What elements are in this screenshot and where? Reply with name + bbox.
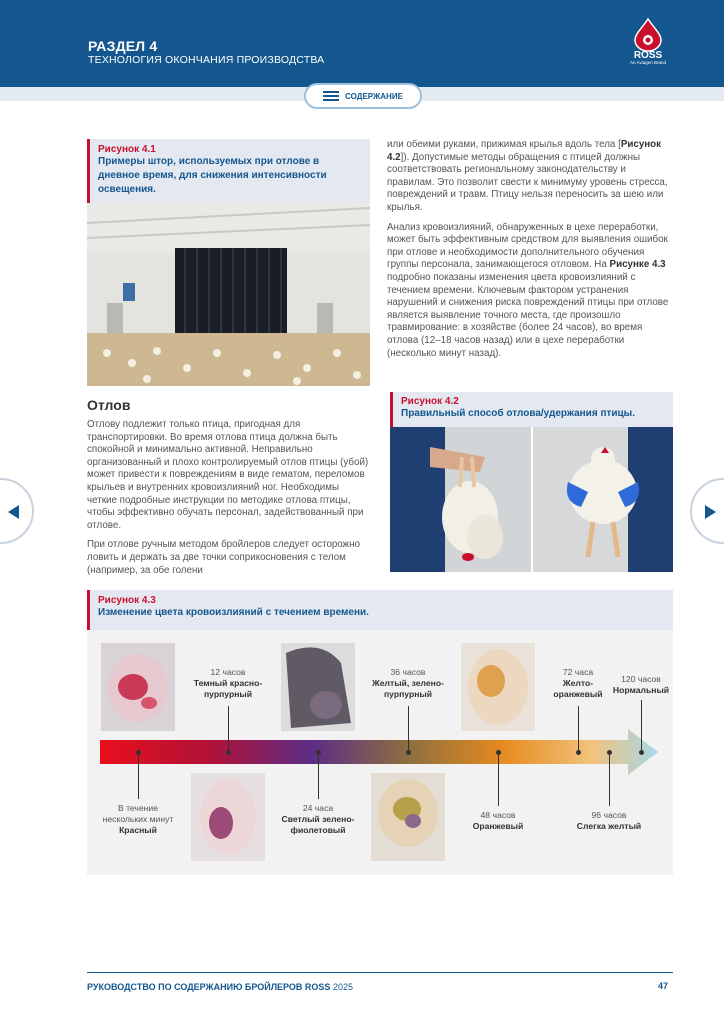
bruise-photo-minutes	[101, 643, 175, 731]
bruise-photo-36h	[371, 773, 445, 861]
ross-drop-icon	[632, 18, 664, 52]
figure-title: Изменение цвета кровоизлияний с течением времени.	[98, 607, 369, 618]
timeline-label	[268, 803, 368, 836]
paragraph: Отлову подлежит только птица, пригодная для транспортировки. Во время отлова птица должна быть спокойной и минимально активной. Неправильно организованный и плохо контролируемый отлов птицы (убой) может привести к повреждениям в виде гематом, переломов крыльев и внутренних кровоизлияний ног. Необходимы четкие подробные инструкции по методике отлова птицы, чтобы эффективно обучать персонал, задействованный при отлове.	[87, 419, 369, 531]
timeline-label	[548, 667, 608, 700]
timeline-dot	[639, 750, 644, 755]
timeline-color: Оранжевый	[472, 821, 524, 831]
timeline-time: 36 часов	[390, 667, 426, 677]
timeline-color: Красный	[119, 825, 157, 835]
timeline-dot	[316, 750, 321, 755]
timeline-label	[458, 810, 538, 832]
timeline-label	[358, 667, 458, 700]
timeline-dot	[496, 750, 501, 755]
timeline-time: 96 часов	[591, 810, 627, 820]
toc-label: СОДЕРЖАНИЕ	[345, 91, 403, 101]
figure-number: Рисунок 4.3	[98, 595, 156, 606]
figure-4-1-caption	[87, 139, 370, 203]
next-page-button[interactable]	[690, 478, 724, 544]
logo-wordmark: ROSS	[633, 50, 663, 61]
timeline-time: В течение нескольких минут	[102, 803, 174, 824]
figure-4-2-photo-1	[390, 427, 531, 572]
timeline-color: Желтый, зелено-пурпурный	[372, 678, 444, 699]
section-heading: Отлов	[87, 397, 131, 413]
left-column-text	[87, 419, 370, 584]
arrow-right-icon	[704, 505, 716, 519]
arrow-left-icon	[8, 505, 20, 519]
timeline-tick	[318, 752, 319, 799]
menu-icon	[323, 91, 339, 101]
figure-4-3-caption	[87, 590, 673, 630]
page-header	[0, 0, 724, 87]
figure-number: Рисунок 4.2	[401, 396, 459, 407]
timeline-label	[609, 674, 673, 696]
timeline-label	[98, 803, 178, 836]
timeline-time: 72 часа	[562, 667, 594, 677]
timeline-dot	[406, 750, 411, 755]
footer-title: РУКОВОДСТВО ПО СОДЕРЖАНИЮ БРОЙЛЕРОВ ROSS 2025	[87, 982, 353, 992]
timeline-tick	[498, 752, 499, 806]
bruise-photo-48h	[461, 643, 535, 731]
timeline-color: Желто-оранжевый	[553, 678, 603, 699]
bruise-photo-12h	[191, 773, 265, 861]
timeline-time: 12 часов	[210, 667, 246, 677]
ross-logo	[632, 18, 664, 66]
timeline-dot	[226, 750, 231, 755]
right-column-text	[387, 139, 673, 367]
timeline-tick	[578, 706, 579, 752]
footer-year: 2025	[332, 982, 353, 992]
timeline-tick	[641, 700, 642, 752]
footer-divider	[87, 972, 673, 973]
section-number: РАЗДЕЛ 4	[88, 38, 158, 54]
timeline-color: Темный красно-пурпурный	[193, 678, 263, 699]
paragraph: При отлове ручным методом бройлеров следует осторожно ловить и держать за две точки соприкосновения с телом (например, за обе голени	[87, 539, 361, 576]
timeline-dot	[136, 750, 141, 755]
figure-title: Примеры штор, используемых при отлове в дневное время, для снижения интенсивности освещения.	[98, 156, 327, 195]
paragraph: или обеими руками, прижимая крылья вдоль тела [Рисунок 4.2]). Допустимые методы обращения с птицей должны соответствовать региональному законодательству и правилам. Это позволит свести к минимуму уровень стресса, повреждений и травм. Птицу нельзя переносить за шею или крылья.	[387, 139, 668, 213]
timeline-tick	[228, 706, 229, 752]
prev-page-button[interactable]	[0, 478, 34, 544]
figure-reference: Рисунке 4.3	[609, 259, 666, 271]
timeline-tick	[609, 752, 610, 806]
timeline-color: Слегка желтый	[576, 821, 642, 831]
logo-tagline: An Aviagen Brand	[630, 60, 666, 65]
timeline-color: Нормальный	[612, 685, 670, 695]
timeline-time: 24 часа	[302, 803, 334, 813]
figure-4-2-caption	[390, 392, 673, 427]
section-title: ТЕХНОЛОГИЯ ОКОНЧАНИЯ ПРОИЗВОДСТВА	[88, 54, 325, 66]
bruise-photo-24h	[281, 643, 355, 731]
timeline-time: 48 часов	[480, 810, 516, 820]
timeline-time: 120 часов	[621, 674, 661, 684]
figure-4-2-photo-2	[533, 427, 673, 572]
figure-reference: Рисунок 4.2	[387, 139, 662, 163]
page-number: 47	[658, 981, 669, 991]
timeline-tick	[408, 706, 409, 752]
paragraph: Анализ кровоизлияний, обнаруженных в цехе переработки, может быть эффективным средством для выявления ошибок при отлове и необходимости дополнительного обучения группы персонала, занимающегося отловом. На Рисунке 4.3 подробно показаны изменения цвета кровоизлияний с течением времени. Ключевым фактором устранения нарушений и снижения риска повреждений птицы при отлове является выявление точного места, где произошло травмирование: в хозяйстве (более 24 часов), во время отлова (12–18 часов назад) или в цехе переработки (несколько минут назад).	[387, 221, 669, 359]
timeline-tick	[138, 752, 139, 799]
timeline-label	[569, 810, 649, 832]
timeline-dot	[607, 750, 612, 755]
timeline-color: Светлый зелено-фиолетовый	[281, 814, 355, 835]
figure-number: Рисунок 4.1	[98, 144, 156, 155]
toc-button[interactable]	[304, 83, 422, 109]
figure-4-1-photo	[87, 203, 370, 386]
timeline-dot	[576, 750, 581, 755]
timeline-label	[178, 667, 278, 700]
figure-title: Правильный способ отлова/удержания птицы.	[401, 408, 635, 419]
